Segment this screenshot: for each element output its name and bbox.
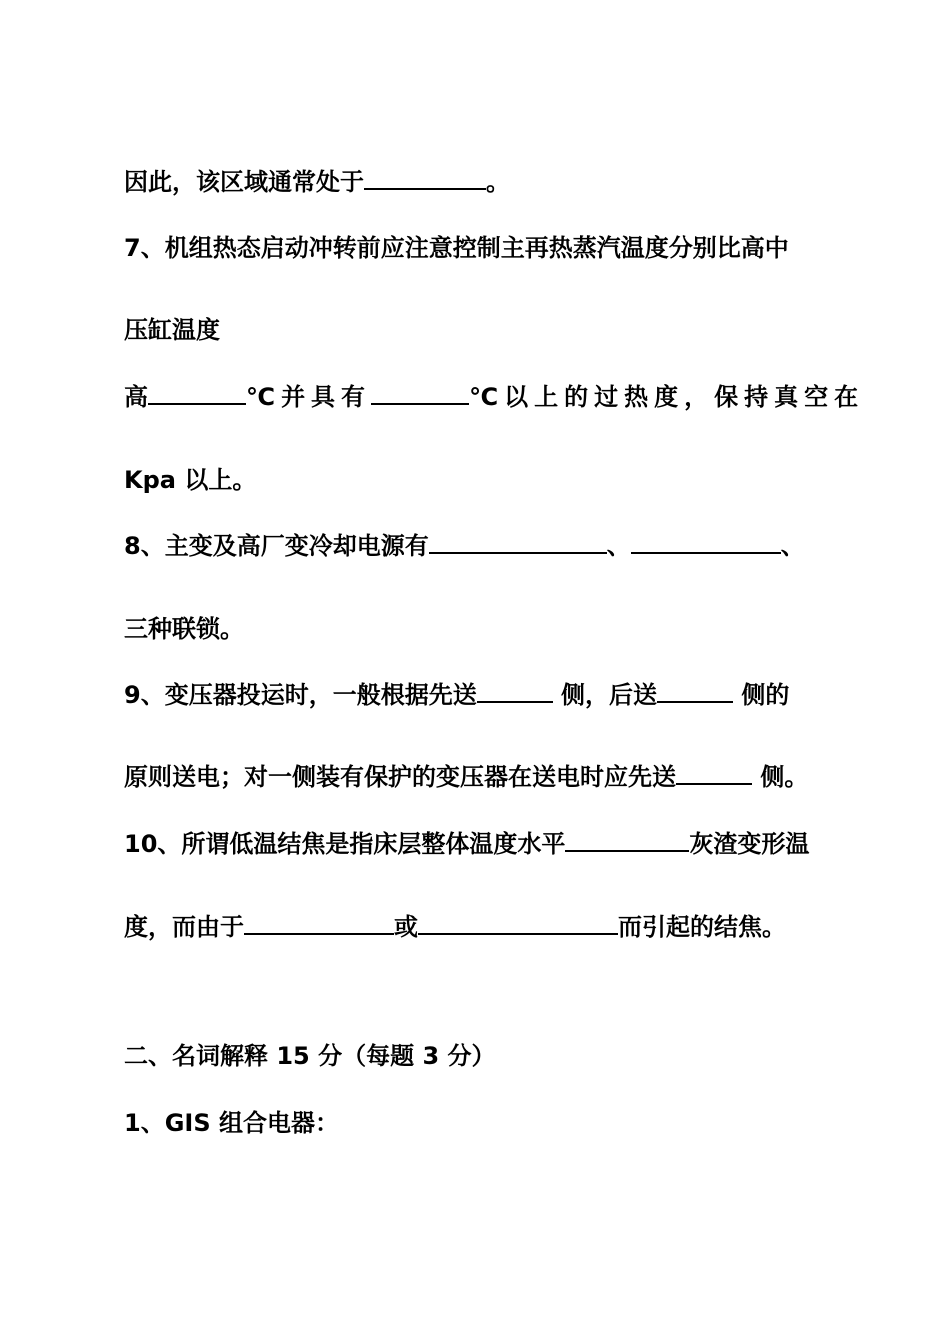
answer-blank[interactable]	[364, 166, 486, 190]
text: 压缸温度	[124, 316, 220, 344]
answer-blank[interactable]	[371, 381, 469, 405]
text: 、	[606, 532, 631, 560]
answer-blank[interactable]	[244, 911, 394, 935]
text: 而引起的结焦。	[618, 913, 786, 941]
answer-blank[interactable]	[676, 761, 752, 785]
question-8-line-2	[124, 613, 244, 645]
question-9-line-1	[124, 679, 789, 711]
question-10-line-2	[124, 911, 786, 943]
question-8-line-1	[124, 530, 805, 562]
text: 7、机组热态启动冲转前应注意控制主再热蒸汽温度分别比高中	[124, 234, 789, 262]
text: 侧，后送	[552, 681, 658, 709]
answer-blank[interactable]	[418, 911, 618, 935]
text: 高	[124, 383, 148, 411]
answer-blank[interactable]	[631, 530, 781, 554]
question-7-line-3	[124, 381, 864, 413]
text: 9、变压器投运时，一般根据先送	[124, 681, 477, 709]
line-q6-end	[124, 166, 510, 198]
answer-blank[interactable]	[148, 381, 246, 405]
section-2-heading	[124, 1040, 496, 1072]
text: 度，而由于	[124, 913, 244, 941]
question-9-line-2	[124, 761, 808, 793]
answer-blank[interactable]	[477, 679, 553, 703]
question-10-line-1	[124, 828, 809, 860]
text: 二、名词解释 15 分（每题 3 分）	[124, 1042, 496, 1070]
text: 原则送电；对一侧装有保护的变压器在送电时应先送	[124, 763, 676, 791]
text: 1、GIS 组合电器：	[124, 1109, 339, 1137]
text: 因此，该区域通常处于	[124, 168, 364, 196]
answer-blank[interactable]	[657, 679, 733, 703]
text: 三种联锁。	[124, 615, 244, 643]
question-7-line-4	[124, 464, 256, 496]
answer-blank[interactable]	[565, 828, 689, 852]
text: 8、主变及高厂变冷却电源有	[124, 532, 429, 560]
text: 灰渣变形温	[689, 830, 810, 858]
question-7-line-1	[124, 232, 789, 264]
answer-blank[interactable]	[429, 530, 607, 554]
text: 侧。	[752, 763, 809, 791]
text: Kpa 以上。	[124, 466, 257, 494]
question-7-line-2	[124, 314, 220, 346]
text: ℃以上的过热度，保持真空在	[469, 383, 865, 411]
text: 或	[394, 913, 418, 941]
text: 。	[486, 168, 510, 196]
text: 、	[780, 532, 805, 560]
text: ℃并具有	[246, 383, 372, 411]
text: 10、所谓低温结焦是指床层整体温度水平	[124, 830, 566, 858]
text: 侧的	[733, 681, 790, 709]
definition-1	[124, 1107, 339, 1139]
